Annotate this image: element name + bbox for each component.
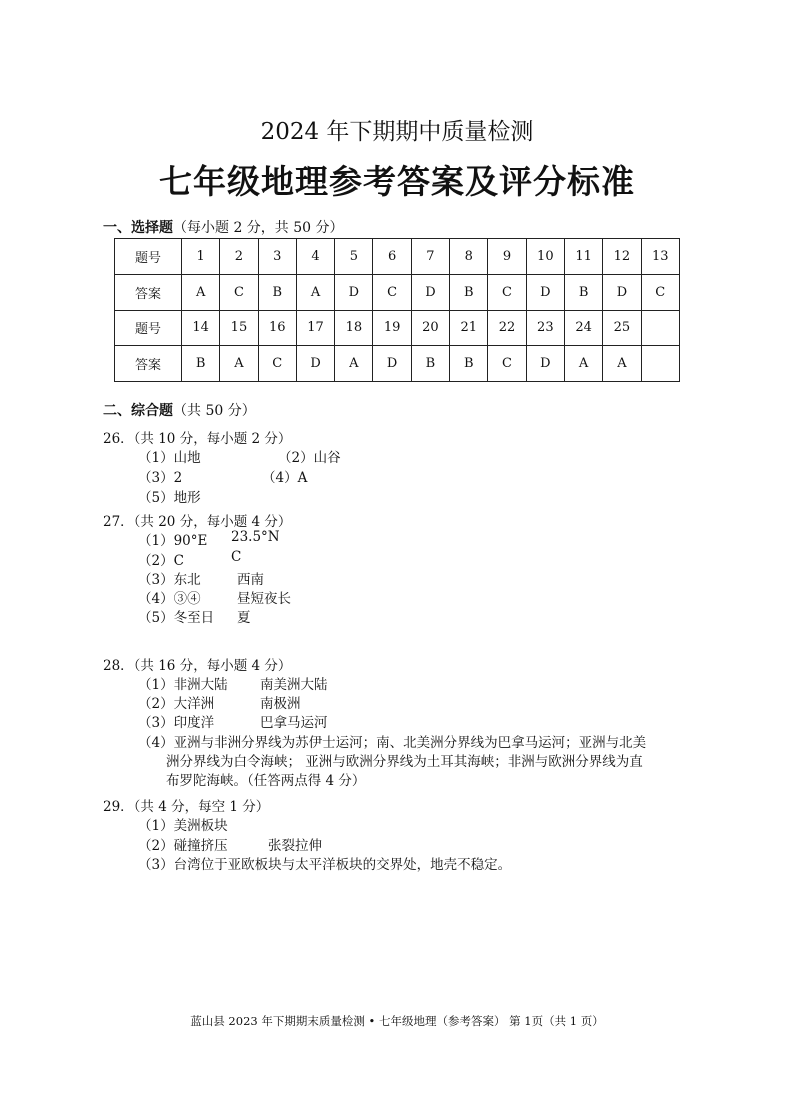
answer-cell: A	[335, 346, 373, 382]
answer-cell: D	[603, 274, 641, 310]
answer-cell: C	[220, 274, 258, 310]
q28-answer-4-line1: （4）亚洲与非洲分界线为苏伊士运河；南、北美洲分界线为巴拿马运河；亚洲与北美	[138, 735, 647, 751]
exam-title: 2024 年下期期中质量检测	[260, 119, 534, 145]
q29-answer-2b: 张裂拉伸	[268, 838, 322, 854]
question-number: 25	[603, 310, 641, 346]
question-number: 4	[296, 239, 334, 275]
row-label-answer: 答案	[115, 346, 182, 382]
q27-answer-3a: （3）东北	[138, 572, 201, 588]
answer-cell: B	[411, 346, 449, 382]
section2-label: 二、综合题	[103, 403, 173, 419]
question-number: 11	[564, 239, 602, 275]
question-number: 7	[411, 239, 449, 275]
answer-cell: B	[182, 346, 220, 382]
q28-answer-1a: （1）非洲大陆	[138, 677, 228, 693]
question-number: 1	[182, 239, 220, 275]
q29-answer-2a: （2）碰撞挤压	[138, 838, 228, 854]
q29-answer-3: （3）台湾位于亚欧板块与太平洋板块的交界处，地壳不稳定。	[138, 857, 512, 873]
q26-heading: 26．（共 10 分，每小题 2 分）	[103, 431, 292, 447]
answer-cell: B	[450, 346, 488, 382]
answer-cell: A	[220, 346, 258, 382]
q26-answer-1: （1）山地	[138, 450, 201, 466]
answer-cell: D	[526, 274, 564, 310]
answer-cell: C	[641, 274, 679, 310]
table-row	[115, 239, 680, 275]
answer-cell: C	[488, 346, 526, 382]
question-number: 12	[603, 239, 641, 275]
q27-answer-4a: （4）③④	[138, 591, 201, 607]
q27-answer-5b: 夏	[237, 610, 251, 626]
empty-cell	[641, 346, 679, 382]
question-number: 23	[526, 310, 564, 346]
question-number: 13	[641, 239, 679, 275]
q27-answer-2b: C	[231, 549, 242, 565]
answer-cell: A	[182, 274, 220, 310]
q28-answer-3a: （3）印度洋	[138, 715, 215, 731]
q28-answer-2b: 南极洲	[260, 696, 301, 712]
answer-cell: A	[564, 346, 602, 382]
question-number: 17	[296, 310, 334, 346]
question-number: 21	[450, 310, 488, 346]
q28-answer-4-line2: 洲分界线为白令海峡； 亚洲与欧洲分界线为土耳其海峡；非洲与欧洲分界线为直	[166, 754, 643, 770]
page-footer: 蓝山县 2023 年下期期末质量检测 • 七年级地理（参考答案） 第 1页（共 1 页）	[190, 1014, 604, 1028]
question-number: 24	[564, 310, 602, 346]
document-title: 七年级地理参考答案及评分标准	[159, 162, 635, 201]
q27-answer-1a: （1）90°E	[138, 533, 208, 549]
row-label-answer: 答案	[115, 274, 182, 310]
question-number: 10	[526, 239, 564, 275]
q27-answer-1b: 23.5°N	[231, 529, 280, 545]
q28-heading: 28．（共 16 分，每小题 4 分）	[103, 658, 292, 674]
q27-heading: 27．（共 20 分，每小题 4 分）	[103, 514, 292, 530]
question-number: 22	[488, 310, 526, 346]
answer-cell: D	[526, 346, 564, 382]
question-number: 18	[335, 310, 373, 346]
answer-cell: B	[450, 274, 488, 310]
answer-cell: D	[296, 346, 334, 382]
question-number: 5	[335, 239, 373, 275]
q28-answer-2a: （2）大洋洲	[138, 696, 215, 712]
empty-cell	[641, 310, 679, 346]
q27-answer-4b: 昼短夜长	[237, 591, 291, 607]
q26-answer-4: （4）A	[262, 470, 308, 486]
section1-note: （每小题 2 分，共 50 分）	[173, 220, 344, 236]
q26-answer-3: （3）2	[138, 470, 183, 486]
question-number: 6	[373, 239, 411, 275]
q28-answer-4-line3: 布罗陀海峡。（任答两点得 4 分）	[166, 773, 366, 789]
question-number: 16	[258, 310, 296, 346]
section2-heading	[103, 400, 256, 420]
section1-label: 一、选择题	[103, 220, 173, 236]
row-label-question: 题号	[115, 310, 182, 346]
q27-answer-2a: （2）C	[138, 553, 184, 569]
question-number: 2	[220, 239, 258, 275]
answer-cell: B	[258, 274, 296, 310]
q29-answer-1: （1）美洲板块	[138, 818, 228, 834]
question-number: 15	[220, 310, 258, 346]
question-number: 20	[411, 310, 449, 346]
question-number: 19	[373, 310, 411, 346]
question-number: 3	[258, 239, 296, 275]
q27-answer-3b: 西南	[237, 572, 264, 588]
answer-cell: C	[488, 274, 526, 310]
q26-answer-5: （5）地形	[138, 490, 201, 506]
answer-table	[114, 238, 680, 382]
q28-answer-1b: 南美洲大陆	[260, 677, 328, 693]
answer-cell: A	[296, 274, 334, 310]
answer-cell: D	[411, 274, 449, 310]
answer-cell: D	[373, 346, 411, 382]
answer-cell: B	[564, 274, 602, 310]
question-number: 9	[488, 239, 526, 275]
table-row	[115, 346, 680, 382]
table-row	[115, 310, 680, 346]
answer-cell: A	[603, 346, 641, 382]
answer-cell: C	[258, 346, 296, 382]
answer-cell: C	[373, 274, 411, 310]
answer-cell: D	[335, 274, 373, 310]
question-number: 14	[182, 310, 220, 346]
section2-note: （共 50 分）	[173, 403, 256, 419]
section1-heading	[103, 217, 344, 237]
table-row	[115, 274, 680, 310]
q26-answer-2: （2）山谷	[278, 450, 341, 466]
q29-heading: 29．（共 4 分，每空 1 分）	[103, 799, 270, 815]
question-number: 8	[450, 239, 488, 275]
q27-answer-5a: （5）冬至日	[138, 610, 215, 626]
row-label-question: 题号	[115, 239, 182, 275]
q28-answer-3b: 巴拿马运河	[260, 715, 328, 731]
